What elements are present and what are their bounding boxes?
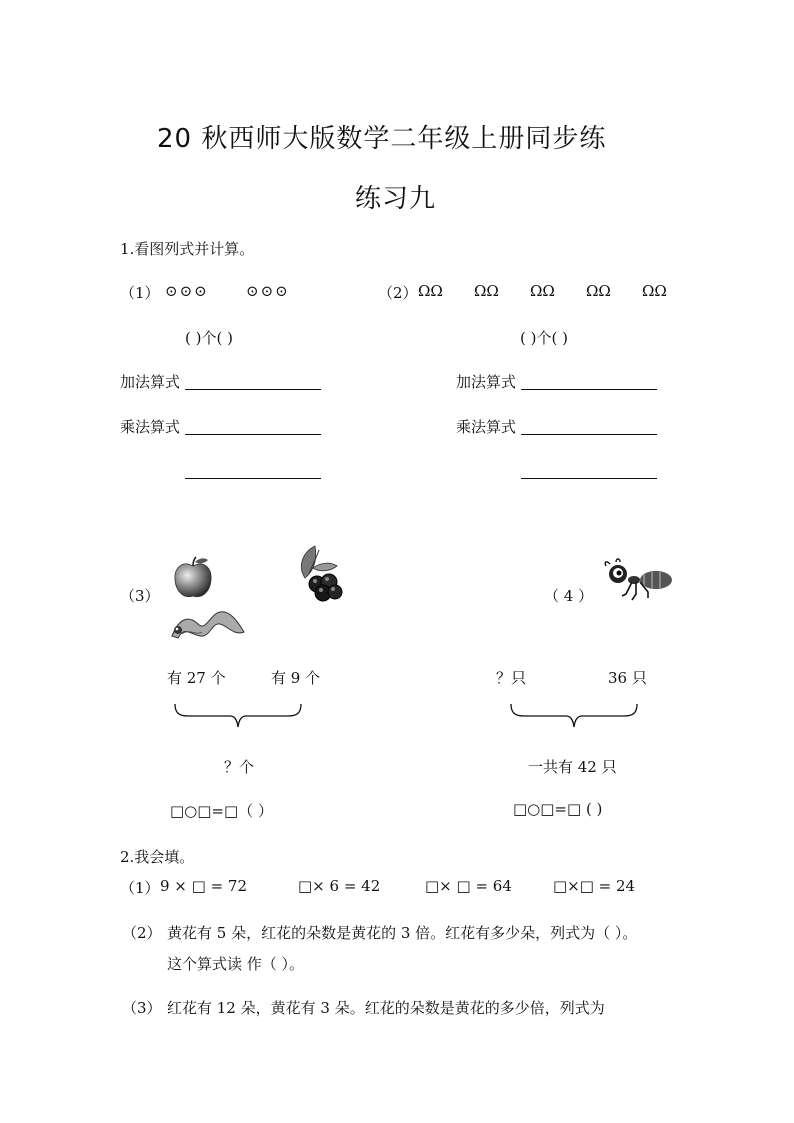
omega-group-5: ΩΩ bbox=[642, 282, 667, 300]
multiplication-answer-line-left[interactable] bbox=[185, 434, 321, 435]
q2-row3-line1: 红花有 12 朵，黄花有 3 朵。红花的朵数是黄花的多少倍，列式为 bbox=[167, 999, 605, 1017]
part-3-left-label: 有 27 个 bbox=[167, 669, 226, 687]
multiplication-label-left: 乘法算式 bbox=[120, 418, 181, 436]
part-4-right-label: 36 只 bbox=[608, 669, 647, 687]
part-4-brace bbox=[510, 703, 638, 731]
omega-group-3: ΩΩ bbox=[530, 282, 555, 300]
part-1-blank-prompt: ( )个( ) bbox=[185, 329, 233, 347]
part-1-number: （1） bbox=[120, 284, 160, 302]
omega-group-2: ΩΩ bbox=[474, 282, 499, 300]
q2-row1-item-4[interactable]: □×□ = 24 bbox=[553, 877, 636, 895]
q2-row1-number: （1） bbox=[120, 879, 160, 897]
part-3-equation[interactable]: □○□=□（ ） bbox=[170, 802, 273, 820]
part-3-brace bbox=[174, 703, 302, 731]
addition-label-left: 加法算式 bbox=[120, 373, 181, 391]
multiplication-answer-line-right[interactable] bbox=[521, 434, 657, 435]
page-subtitle: 练习九 bbox=[355, 184, 437, 214]
question-1-heading: 1.看图列式并计算。 bbox=[120, 240, 255, 258]
page-title: 20 秋西师大版数学二年级上册同步练 bbox=[157, 124, 607, 154]
q2-row2-line2: 这个算式读 作（ ）。 bbox=[167, 955, 305, 973]
omega-group-4: ΩΩ bbox=[586, 282, 611, 300]
part-4-left-label: ？只 bbox=[496, 669, 527, 687]
blackberry-icon bbox=[295, 544, 347, 602]
q2-row2-line1: 黄花有 5 朵，红花的朵数是黄花的 3 倍。红花有多少朵，列式为（ ）。 bbox=[167, 924, 638, 942]
extra-answer-line-left[interactable] bbox=[185, 478, 321, 479]
part-3-right-label: 有 9 个 bbox=[271, 669, 321, 687]
part-2-blank-prompt: ( )个( ) bbox=[520, 329, 568, 347]
apple-icon bbox=[172, 556, 214, 600]
q2-row3-number: （3） bbox=[122, 999, 162, 1017]
question-2-heading: 2.我会填。 bbox=[120, 848, 195, 866]
part-4-total-label: 一共有 42 只 bbox=[528, 758, 617, 776]
part-4-number: （ 4 ） bbox=[544, 587, 594, 605]
q2-row2-number: （2） bbox=[122, 924, 162, 942]
addition-label-right: 加法算式 bbox=[456, 373, 517, 391]
omega-group-1: ΩΩ bbox=[418, 282, 443, 300]
q2-row1-item-2[interactable]: □× 6 = 42 bbox=[298, 877, 381, 895]
q2-row1-item-1[interactable]: 9 × □ = 72 bbox=[160, 877, 248, 895]
addition-answer-line-right[interactable] bbox=[521, 389, 657, 390]
addition-answer-line-left[interactable] bbox=[185, 389, 321, 390]
circle-group-a: ⊙⊙⊙ bbox=[165, 282, 209, 300]
multiplication-label-right: 乘法算式 bbox=[456, 418, 517, 436]
circle-group-b: ⊙⊙⊙ bbox=[246, 282, 290, 300]
part-3-number: （3） bbox=[120, 587, 160, 605]
caterpillar-icon bbox=[168, 606, 246, 642]
part-4-equation[interactable]: □○□=□ ( ) bbox=[513, 800, 603, 818]
ant-icon bbox=[604, 560, 674, 602]
part-3-total-label: ？个 bbox=[224, 758, 255, 776]
extra-answer-line-right[interactable] bbox=[521, 478, 657, 479]
q2-row1-item-3[interactable]: □× □ = 64 bbox=[425, 877, 512, 895]
part-2-number: （2） bbox=[378, 284, 418, 302]
